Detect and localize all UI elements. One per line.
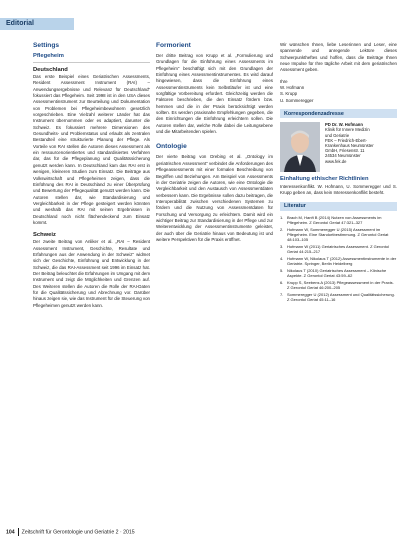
contact-line-7: 24534 Neumünster	[325, 153, 361, 159]
contact-line-5: Krankenhaus Neumünster	[325, 142, 374, 148]
page-footer	[6, 528, 135, 536]
ethics-text: Interessenkonflikt. W. Hofmann, U. Sommeregger und S. Krupp geben an, dass kein Interessenkonflikt besteht.	[280, 184, 397, 196]
correspondence-block	[280, 122, 397, 172]
paragraph-deutschland: Das erste Beispiel eines Geriatrischen Assessments, Resident Assessment Instrument (RAI) – Anwendungsergebnisse und Relevanz für Deutschland“ fokussiert das Pflegeheim. Seit 1998 ist in den USA dieses Assessmentinstrument zur Beurteilung und Dokumentation von Problemen bei Pflegeheimbewohnern gesetzlich vorgeschrieben. Eine Vielzahl weiterer Länder hat das Instrument übernommen oder es adaptiert, darunter die Schweiz. Es fokussiert mehrere Dimensionen des Gesundheits- und Problemstatus und erlaubt als zentralen Bestandteil eine strukturierte Planung der Pflege. Als Vorteile von RAI stellen die Autoren dieses Assessment als ein ressourcenorientiertes und standardisiertes Verfahren dar, das für die Pflegeplanung und Qualitätssicherung genutzt werden kann. In Deutschland kam das RAI erst in wenigen, kleineren Studien zum Einsatz. Die Beiträge aus Volkswirtschaft und Pflegeheimen zeigen, dass die Einführung des RAI in Deutschland zu einer Überprüfung und Bewertung der Pflegequalität genutzt werden kann. Die Autoren stellen dar, wie Standardisierung und Vergleichbarkeit in der Pflege gesteigert werden könnten und weshalb das RAI mit seinen Ergebnissen in Deutschland noch nicht flächendeckend zum Einsatz kommt.	[33, 74, 150, 225]
heading-ontologie: Ontologie	[156, 143, 187, 151]
author-name-1: W. Hofmann	[280, 85, 305, 91]
author-name-2: S. Krupp	[280, 91, 298, 97]
reference-item: 3. Hofmann W (2011) Geriatrisches Assessment. Z Gerontol Geriat 44:215–217	[280, 243, 389, 254]
author-portrait	[280, 122, 320, 172]
paragraph-formorient: Der dritte Beitrag von Krupp et al. „Formulierung und Grundlagen für die Einführung eines Assessments im Pflegeheim“ beschäftigt sich mit den Grundlagen der Einführung eines Assessmentinstrumentes. Es wird darauf hingewiesen, dass die Einführung eines Assessmentinstruments kein Selbstläufer ist und eine sorgfältige Vorbereitung erfordert. Gleichzeitig werden die Faktoren beschrieben, die den Einsatz fördern bzw. hemmen und die in der Praxis berücksichtigt werden sollten. Es werden praxisnahe Empfehlungen gegeben, die den Einrichtungen die Einführung erleichtern sollen. Die Autoren stellen dar, welche Rolle dabei die Leitungsebene und die Mitarbeitenden spielen.	[156, 53, 273, 135]
reference-list	[280, 215, 397, 302]
column-2	[156, 42, 273, 243]
contact-line-6: GmbH, Friesenstr. 11	[325, 148, 365, 154]
contact-line-4: FEK – Friedrich-Ebert-	[325, 137, 367, 143]
correspondence-header: Korrespondenzadresse	[280, 109, 397, 118]
paragraph-ontologie: Der vierte Beitrag von Drebing et al. „Ontology im geriatrischen Assessment“ verbindet die Anforderungen des Pflegeassessments mit einer formalen Beschreibung von Begriffen und Beziehungen. Am Beispiel von Assessments in der Geriatrie zeigen die Autoren, wie eine Ontologie die Vergleichbarkeit und den Austausch von Assessmentdaten verbessern kann. Die Ergebnisse sollen dazu beitragen, die Interoperabilität zwischen verschiedenen Systemen zu fördern und die Nutzung von Assessmentdaten für Forschung und Versorgung zu erleichtern. Damit wird ein wichtiger Beitrag zur Standardisierung in der Pflege und zur Weiterentwicklung der Assessmentinstrumente geleistet, der auch über die Geriatrie hinaus von Bedeutung ist und weitere Perspektiven für die Praxis eröffnet.	[156, 154, 273, 242]
reference-item: 1. Brach M, Hanft B (2014) Nutzen von Assessments im Pflegeheim. Z Gerontol Geriat 47:321–327	[280, 214, 382, 225]
contact-line-2: Klinik für Innere Medizin	[325, 127, 370, 133]
reference-item: 5. Nikolaus T (2010) Geriatrisches Assessment – Klinische Aspekte. Z Gerontol Geriat 43:59–62	[280, 267, 387, 278]
page-number: 104	[6, 529, 15, 536]
signoff: Ihre	[280, 78, 288, 84]
heading-settings: Settings	[33, 42, 60, 49]
journal-name: Zeitschrift für Gerontologie und Geriatrie 2 · 2015	[21, 529, 135, 536]
paragraph-closing: Wir wünschen Ihnen, liebe Leserinnen und Leser, eine spannende und anregende Lektüre dieses Schwerpunktheftes und hoffen, dass die Beiträge Ihnen neue Impulse für Ihre tägliche Arbeit mit dem geriatrischen Assessment geben.	[280, 42, 397, 73]
contact-line-3: und Geriatrie	[325, 132, 350, 138]
paragraph-schweiz: Der zweite Beitrag von Anliker et al. „RAI – Resident Assessment Instrument, Geschichte, Resultate und Erfahrungen aus der Anwendung in der Schweiz“ widmet sich der Geschichte, Einführung und Entwicklung in der Schweiz, die das RAI-Assessment seit 1996 im Einsatz hat. Der Beitrag beleuchtet die Erfahrungen im Umgang mit dem Instrument und zeigt die Möglichkeiten und Grenzen auf. Des Weiteren stellen die Autoren die Rolle der RAI-Daten für die Qualitätssicherung und Abrechnung vor. Darüber hinaus zeigen sie, wie das Instrument für die Steuerung von Pflegeheimen genutzt werden kann.	[33, 239, 150, 308]
contact-link[interactable]: www.fek.de	[325, 158, 347, 164]
portrait-image	[280, 122, 320, 172]
author-name-3: U. Sommeregger	[280, 97, 314, 103]
subheading-deutschland: Deutschland	[33, 67, 68, 73]
subheading-pflegeheim: Pflegeheim	[33, 53, 64, 59]
column-1	[33, 42, 150, 309]
reference-item: 6. Krupp S, Seebens A (2013) Pflegeassessment in der Praxis. Z Gerontol Geriat 46:200–205	[280, 279, 394, 290]
literature-header: Literatur	[280, 202, 397, 211]
divider	[33, 62, 150, 63]
reference-item: 7. Sommeregger U (2012) Assessment und Qualitätssicherung. Z Gerontol Geriat 45:11–16	[280, 291, 395, 302]
contact-line-1: PD Dr. W. Hofmann	[325, 122, 363, 128]
subheading-schweiz: Schweiz	[33, 232, 56, 239]
reference-item: 4. Hofmann W, Nikolaus T (2012) Assessmentinstrumente in der Geriatrie. Springer, Berlin Heidelberg	[280, 255, 397, 266]
reference-item: 2. Hofmann W, Sommeregger U (2015) Assessment im Pflegeheim. Eine Standortbestimmung. Z Gerontol Geriat 48:103–105	[280, 226, 389, 242]
column-3	[280, 42, 397, 304]
section-tag: Editorial	[0, 18, 74, 30]
heading-formorient: Formorient	[156, 42, 191, 49]
footer-divider	[18, 528, 19, 536]
ethics-heading: Einhaltung ethischer Richtlinien	[280, 176, 369, 183]
